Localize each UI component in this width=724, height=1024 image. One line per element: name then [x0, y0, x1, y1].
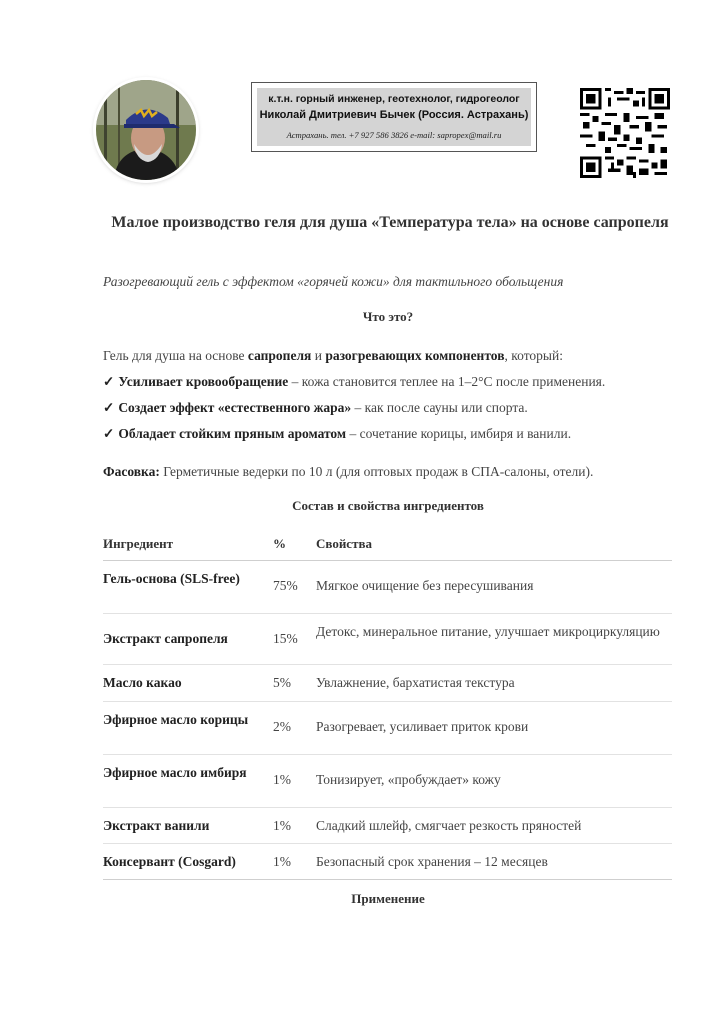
author-photo	[96, 80, 196, 180]
table-row	[103, 755, 672, 808]
table-row	[103, 702, 672, 755]
table-heading: Состав и свойства ингредиентов	[292, 498, 484, 513]
ingredient-properties: Разогревает, усиливает приток крови	[316, 719, 529, 734]
qr-code	[580, 88, 670, 178]
intro-bold-sapropel: сапропеля	[247, 348, 312, 363]
intro-text-end: , который:	[504, 348, 563, 363]
ingredient-percent: 1%	[273, 854, 291, 869]
author-name: Николай Дмитриевич Бычек (Россия. Астрахань)	[259, 109, 529, 121]
table-header-row	[103, 528, 672, 561]
ingredient-percent: 15%	[273, 631, 298, 646]
ingredient-name: Экстракт ванили	[103, 818, 210, 833]
document-title: Малое производство геля для душа «Температура тела» на основе сапропеля	[111, 214, 669, 231]
bullet-bold: Создает эффект «естественного жара»	[118, 400, 352, 415]
bullet-text: – сочетание корицы, имбиря и ванили.	[346, 426, 572, 441]
intro-paragraph	[103, 348, 683, 364]
table-row	[103, 808, 672, 844]
ingredient-properties: Детокс, минеральное питание, улучшает микроциркуляцию	[316, 624, 660, 639]
ingredient-name: Масло какао	[103, 675, 182, 690]
bullet-bold: Усиливает кровообращение	[118, 374, 289, 389]
ingredient-properties: Безопасный срок хранения – 12 месяцев	[316, 854, 548, 869]
ingredient-properties: Тонизирует, «пробуждает» кожу	[316, 772, 501, 787]
table-row	[103, 665, 672, 702]
ingredient-properties: Сладкий шлейф, смягчает резкость пряностей	[316, 818, 582, 833]
column-header-percent: %	[273, 536, 286, 551]
column-header-properties: Свойства	[316, 536, 372, 551]
check-icon: ✓	[103, 400, 115, 415]
packaging-label: Фасовка:	[103, 464, 160, 479]
ingredient-percent: 1%	[273, 818, 291, 833]
bullet-item	[103, 374, 683, 390]
table-row	[103, 614, 672, 665]
ingredient-name: Консервант (Cosgard)	[103, 854, 236, 869]
ingredient-name: Эфирное масло имбиря	[103, 765, 247, 780]
intro-text-and: и	[311, 348, 326, 363]
packaging-text: Герметичные ведерки по 10 л (для оптовых продаж в СПА-салоны, отели).	[159, 464, 594, 479]
author-credentials: к.т.н. горный инженер, геотехнолог, гидрогеолог	[268, 93, 520, 105]
bullet-item	[103, 426, 683, 442]
intro-bold-warming: разогревающих компонентов	[325, 348, 505, 363]
what-heading: Что это?	[362, 309, 414, 324]
bullet-text: – как после сауны или спорта.	[351, 400, 528, 415]
check-icon: ✓	[103, 426, 115, 441]
ingredient-properties: Увлажнение, бархатистая текстура	[316, 675, 515, 690]
bullet-bold: Обладает стойким пряным ароматом	[118, 426, 347, 441]
ingredient-percent: 1%	[273, 772, 291, 787]
ingredient-percent: 5%	[273, 675, 291, 690]
bullet-item	[103, 400, 683, 416]
document-subtitle: Разогревающий гель с эффектом «горячей кожи» для тактильного обольщения	[103, 274, 564, 289]
column-header-ingredient: Ингредиент	[103, 536, 174, 551]
ingredient-properties: Мягкое очищение без пересушивания	[316, 578, 534, 593]
ingredient-percent: 2%	[273, 719, 291, 734]
usage-heading: Применение	[351, 891, 425, 906]
author-card-background	[257, 88, 531, 146]
ingredient-name: Экстракт сапропеля	[103, 631, 228, 646]
check-icon: ✓	[103, 374, 115, 389]
packaging-paragraph	[103, 464, 683, 480]
table-row	[103, 561, 672, 614]
author-card	[251, 82, 537, 152]
bullet-text: – кожа становится теплее на 1–2°C после применения.	[288, 374, 606, 389]
ingredient-name: Гель-основа (SLS-free)	[103, 571, 240, 586]
ingredient-name: Эфирное масло корицы	[103, 712, 249, 727]
ingredient-percent: 75%	[273, 578, 298, 593]
author-contacts: Астрахань. тел. +7 927 586 3826 e-mail: sapropex@mail.ru	[286, 130, 502, 140]
ingredients-table	[103, 528, 672, 880]
intro-text: Гель для душа на основе	[103, 348, 248, 363]
table-row	[103, 844, 672, 880]
